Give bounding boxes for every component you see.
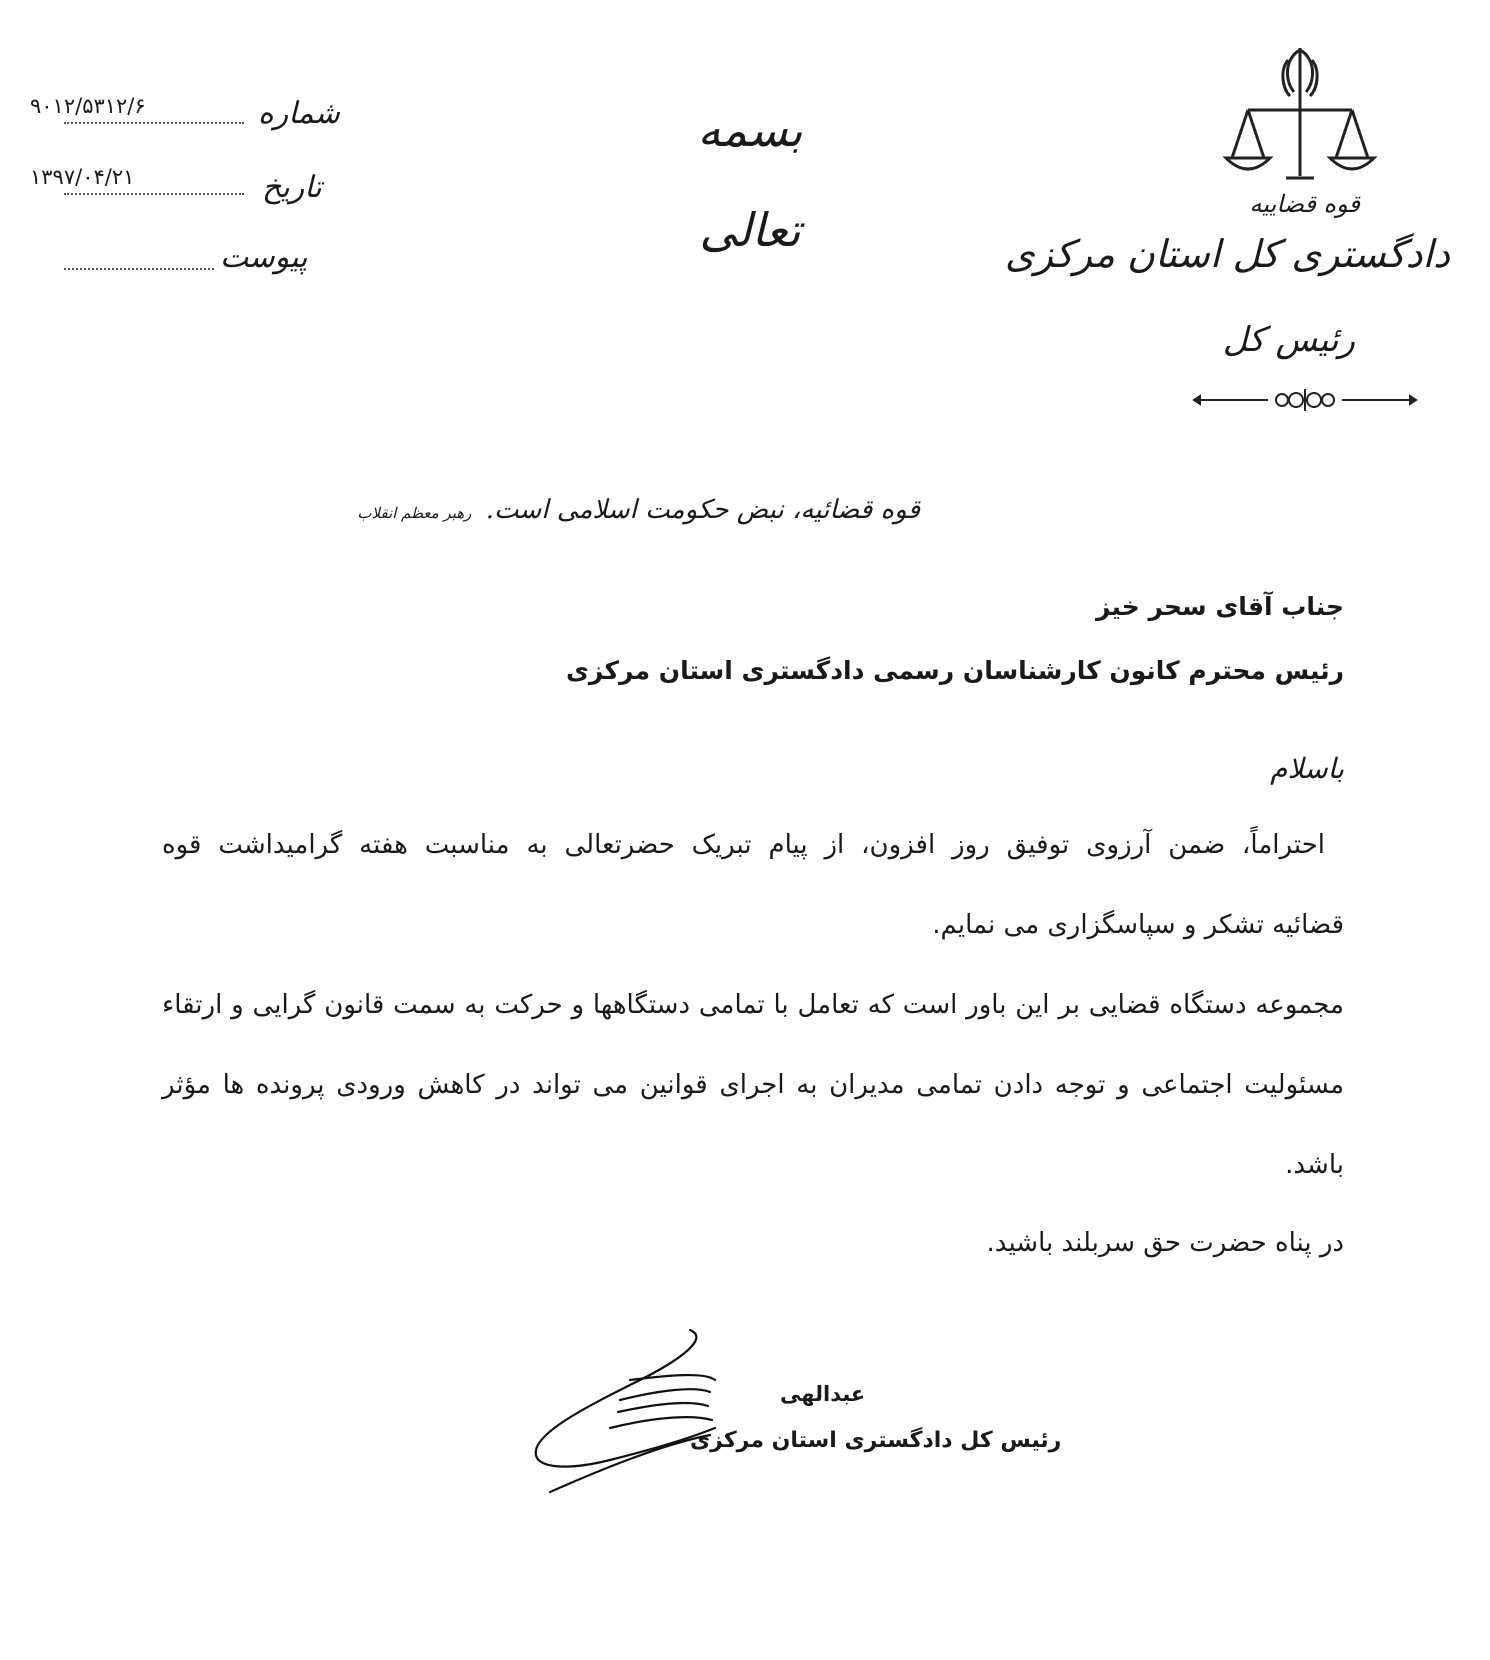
iran-emblem-icon	[1210, 40, 1390, 190]
body-paragraph-1-line-2: قضائیه تشکر و سپاسگزاری می نمایم.	[932, 910, 1344, 940]
attachment-dotted-line	[64, 268, 214, 270]
date-label: تاریخ	[262, 170, 322, 205]
basmala: بسمه تعالی	[697, 103, 803, 257]
number-value: ۹۰۱۲/۵۳۱۲/۶	[30, 94, 146, 118]
number-dotted-line	[64, 122, 244, 124]
body-paragraph-1-line-1: احتراماً، ضمن آرزوی توفیق روز افزون، از پیام تبریک حضرتعالی به مناسبت هفته گرامیداشت قوه	[162, 830, 1325, 860]
signatory-title: رئیس کل دادگستری استان مرکزی	[690, 1428, 1062, 1453]
org-main-title: دادگستری کل استان مرکزی	[1004, 232, 1450, 276]
motto-attribution: رهبر معظم انقلاب	[357, 504, 472, 522]
motto-text: قوه قضائیه، نبض حکومت اسلامی است.	[485, 495, 920, 525]
org-role-title: رئیس کل	[1222, 320, 1355, 360]
handwritten-signature-icon	[530, 1320, 720, 1500]
body-paragraph-2-line-1: مجموعه دستگاه قضایی بر این باور است که تعامل با تمامی دستگاهها و حرکت به سمت قانون گرایی و ارتقاء	[162, 990, 1344, 1020]
greeting: باسلام	[1270, 752, 1344, 785]
closing-line: در پناه حضرت حق سربلند باشید.	[986, 1228, 1344, 1258]
addressee-title: رئیس محترم کانون کارشناسان رسمی دادگستری استان مرکزی	[566, 656, 1344, 685]
body-paragraph-2-line-2: مسئولیت اجتماعی و توجه دادن تمامی مدیران به اجرای قوانین می تواند در کاهش ورودی پرونده ها مؤثر	[162, 1070, 1344, 1100]
org-sub-title: قوه قضاییه	[1249, 190, 1360, 218]
date-dotted-line	[64, 193, 244, 195]
judiciary-motto	[357, 495, 920, 525]
addressee-name: جناب آقای سحر خیز	[1095, 592, 1344, 621]
number-label: شماره	[258, 96, 340, 131]
letterhead	[1004, 40, 1450, 420]
attachment-label: پیوست	[220, 240, 308, 275]
body-paragraph-2-line-3: باشد.	[1285, 1150, 1344, 1180]
ornament-divider-icon	[1190, 385, 1420, 415]
date-value: ۱۳۹۷/۰۴/۲۱	[30, 165, 135, 189]
signatory-name: عبدالهی	[780, 1382, 866, 1406]
